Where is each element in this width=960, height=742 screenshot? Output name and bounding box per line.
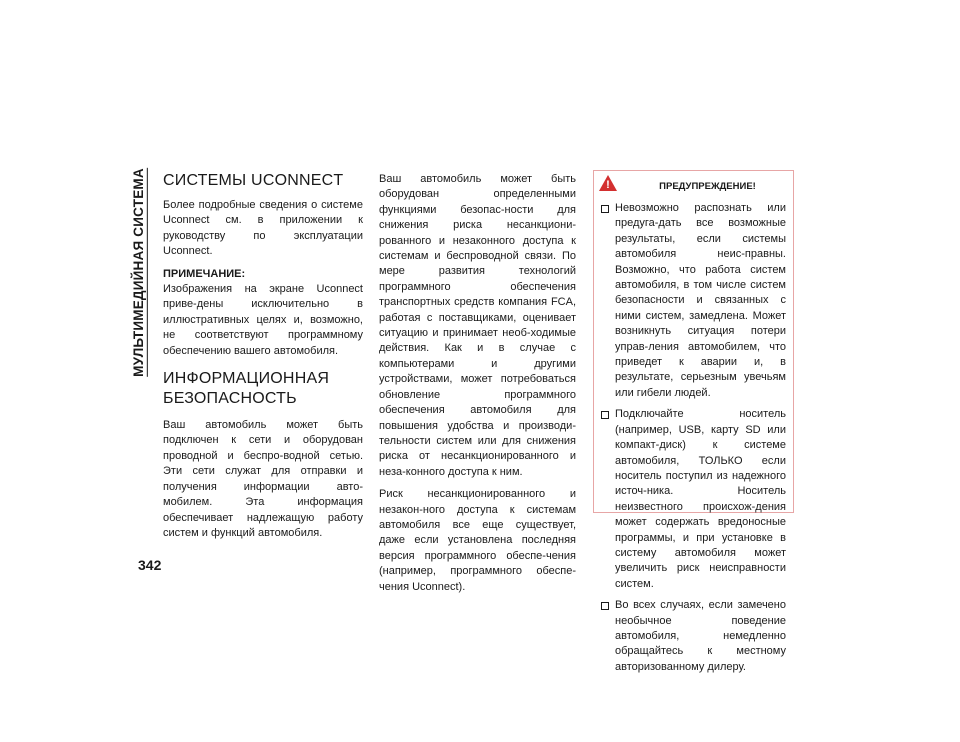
heading2-line2: БЕЗОПАСНОСТЬ xyxy=(163,390,297,408)
page-number: 342 xyxy=(138,557,162,573)
column-middle xyxy=(379,172,576,602)
note-text: Изображения на экране Uconnect приве-дены исключительно в иллюстративных целях и, возможно, не соответствуют программному обеспечению вашего автомобиля. xyxy=(163,283,363,357)
column-left xyxy=(163,172,363,548)
note-label: ПРИМЕЧАНИЕ: xyxy=(163,267,246,280)
heading-uconnect-systems: СИСТЕМЫ UCONNECT xyxy=(163,172,344,189)
warning-item xyxy=(600,598,786,675)
warning-item-text: Невозможно распознать или предуга-дать все возможные результаты, если системы автомобиля неис-правны. Возможно, что работа систем автомобиля, в том числе систем безопасности и связанных с ними систем, замедлена. Может возникнуть ситуация потери управ-ления автомобилем, что приведет к аварии и, в результате, серьезным увечьям или гибели людей. xyxy=(615,202,786,399)
warning-header xyxy=(594,171,793,197)
warning-title: ПРЕДУПРЕЖДЕНИЕ! xyxy=(659,181,756,192)
checkbox-bullet-icon xyxy=(601,205,609,213)
warning-box xyxy=(593,170,794,673)
paragraph-network: Ваш автомобиль может быть подключен к сети и оборудован проводной и беспро-водной сетью. Эти сети служат для отправки и получения информации авто-мобилем. Эта информация обеспечивает надлежащую работу систем и функций автомобиля. xyxy=(163,419,363,539)
warning-exclamation-icon: ! xyxy=(606,179,610,191)
warning-item xyxy=(600,407,786,592)
paragraph-unauthorized-risk: Риск несанкционированного и незакон-ного доступа к системам автомобиля все еще существует, даже если установлена последняя версия программного обеспе-чения (например, программного обеспе-чения Uconnect). xyxy=(379,488,576,593)
paragraph-uconnect-info: Более подробные сведения о системе Uconnect см. в приложении к руководству по эксплуатации Uconnect. xyxy=(163,199,363,258)
warning-item-text: Подключайте носитель (например, USB, карту SD или компакт-диск) к системе автомобиля, ТОЛЬКО если носитель поступил из надежного источ-ника. Носитель неизвестного происхож-дения может содержать вредоносные программы, и при установке в систему автомобиля может увеличить риск неисправности систем. xyxy=(615,408,786,590)
heading2-line1: ИНФОРМАЦИОННАЯ xyxy=(163,370,330,388)
checkbox-bullet-icon xyxy=(601,602,609,610)
section-title-text: МУЛЬТИМЕДИЙНАЯ СИСТЕМА xyxy=(130,168,146,377)
warning-item xyxy=(600,201,786,401)
paragraph-security-features: Ваш автомобиль может быть оборудован определенными функциями безопас-ности для снижения риска несанкциони-рованного и незаконного доступа к системам и беспроводной связи. По мере развития технологий программного обеспечения транспортных средств компания FCA, работая с поставщиками, оценивает ситуацию и принимает необ-ходимые действия. Как и в случае с компьютерами и другими устройствами, может потребоваться обновление программного обеспечения автомобиля для повышения удобства и производи-тельности систем или для снижения риска от несанкционированного и неза-конного доступа к ним. xyxy=(379,173,576,478)
warning-list xyxy=(594,197,793,675)
section-side-title xyxy=(124,170,154,375)
heading-information-security xyxy=(163,369,363,409)
checkbox-bullet-icon xyxy=(601,411,609,419)
warning-item-text: Во всех случаях, если замечено необычное поведение автомобиля, немедленно обращайтесь к местному авторизованному дилеру. xyxy=(615,599,786,673)
